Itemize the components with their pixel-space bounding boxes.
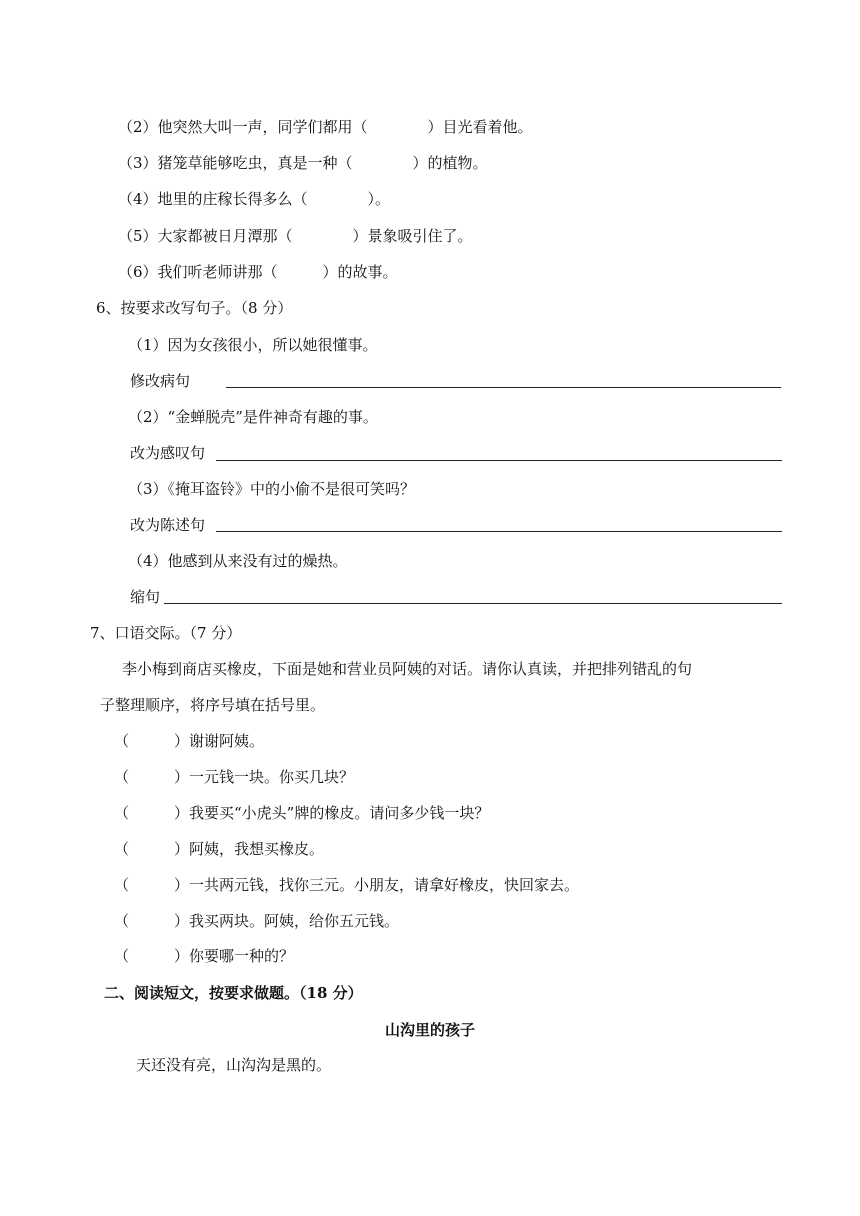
q6-prompt-1: 修改病句: [130, 372, 191, 390]
q7-item-5: （ ）一共两元钱，找你三元。小朋友，请拿好橡皮，快回家去。: [114, 876, 580, 894]
order-bracket[interactable]: （ ）: [114, 732, 190, 750]
q7-item-4: （ ）阿姨，我想买橡皮。: [114, 840, 325, 858]
q7-intro-line-1: 李小梅到商店买橡皮，下面是她和营业员阿姨的对话。请你认真读，并把排列错乱的句: [122, 660, 693, 678]
q7-item-6: （ ）我买两块。阿姨，给你五元钱。: [114, 912, 400, 930]
q6-answer-line-2[interactable]: [216, 460, 782, 461]
order-bracket[interactable]: （ ）: [114, 840, 190, 858]
fill-item-4: （4）地里的庄稼长得多么（ ）。: [118, 190, 391, 208]
section2-heading: 二、阅读短文，按要求做题。（18 分）: [104, 984, 363, 1002]
q6-heading: 6、按要求改写句子。（8 分）: [96, 299, 293, 317]
q6-sentence-3: （3）《掩耳盗铃》中的小偷不是很可笑吗？: [128, 480, 416, 498]
q7-item-7: （ ）你要哪一种的？: [114, 947, 295, 965]
q6-sentence-1: （1）因为女孩很小，所以她很懂事。: [128, 336, 378, 354]
q6-answer-line-4[interactable]: [164, 603, 782, 604]
q6-answer-line-3[interactable]: [216, 531, 782, 532]
q7-item-1: （ ）谢谢阿姨。: [114, 732, 265, 750]
q7-item-2: （ ）一元钱一块。你买几块？: [114, 768, 355, 786]
order-bracket[interactable]: （ ）: [114, 876, 190, 894]
fill-item-2: （2）他突然大叫一声，同学们都用（ ）目光看着他。: [118, 118, 533, 136]
q6-sentence-4: （4）他感到从来没有过的燥热。: [128, 552, 348, 570]
fill-item-6: （6）我们听老师讲那（ ）的故事。: [118, 263, 398, 281]
story-first-line: 天还没有亮，山沟沟是黑的。: [136, 1056, 332, 1074]
order-bracket[interactable]: （ ）: [114, 768, 190, 786]
q6-answer-line-1[interactable]: [226, 387, 781, 388]
q6-prompt-2: 改为感叹句: [130, 444, 206, 462]
q6-prompt-4: 缩句: [130, 588, 161, 606]
fill-item-3: （3）猪笼草能够吃虫，真是一种（ ）的植物。: [118, 154, 488, 172]
order-bracket[interactable]: （ ）: [114, 912, 190, 930]
q6-sentence-2: （2）“金蝉脱壳”是件神奇有趣的事。: [128, 408, 378, 426]
q7-heading: 7、口语交际。（7 分）: [90, 624, 242, 642]
q6-prompt-3: 改为陈述句: [130, 516, 206, 534]
q7-item-3: （ ）我要买“小虎头”牌的橡皮。请问多少钱一块？: [114, 804, 490, 822]
q7-intro-line-2: 子整理顺序，将序号填在括号里。: [100, 696, 326, 714]
fill-item-5: （5）大家都被日月潭那（ ）景象吸引住了。: [118, 227, 473, 245]
order-bracket[interactable]: （ ）: [114, 804, 190, 822]
order-bracket[interactable]: （ ）: [114, 947, 190, 965]
story-title: 山沟里的孩子: [384, 1021, 475, 1039]
